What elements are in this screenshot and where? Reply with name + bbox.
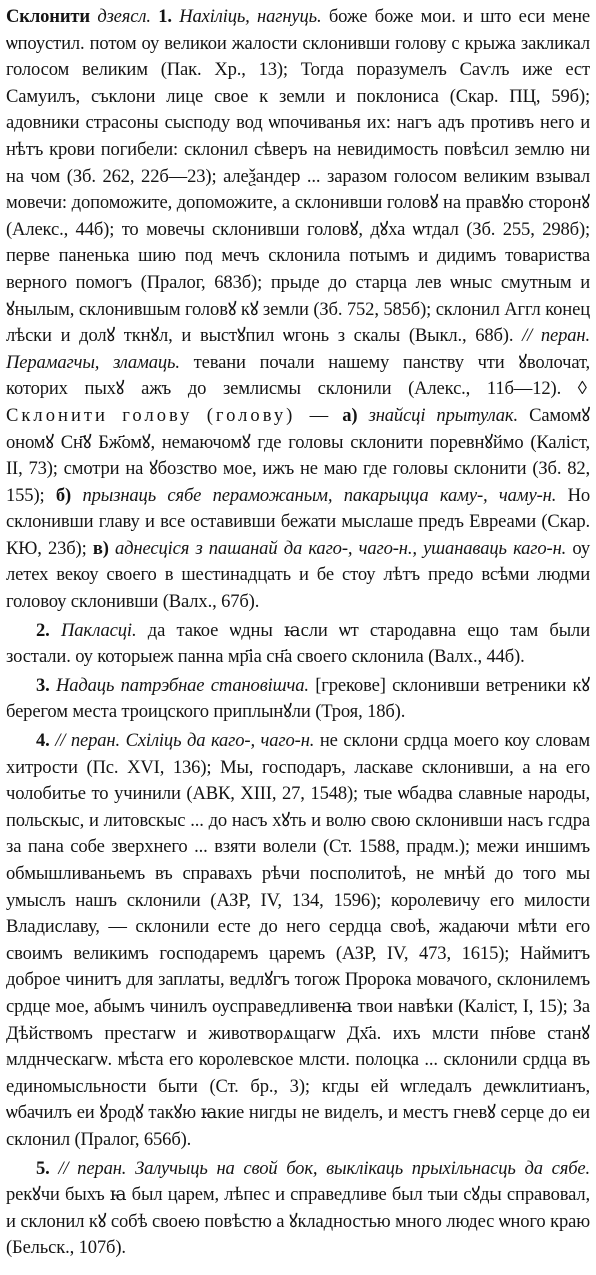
- subsense-label-b: б): [55, 484, 72, 506]
- subsense-definition-a: знайсці прытулак.: [368, 404, 518, 426]
- sense-citations: боже боже мои. и што еси мене ѡпоустил. потом оу великои жалости склонивши голову с крыжа закликал голосом великим (Пак. Хр., 13); Тогда поразумелъ Саѵлъ иже ест Самуилъ, съклони лице свое к земли и поклониса (Скар. ПЦ, 59б); адовники страсоны сысподу вод ѡпочиванья их: нагъ адъ противъ него и нѣтъ крови погибели: склонил сѣверъ на невидимость повѣсил землю ни на чом (Зб. 262, 22б—23); алеѯандер ... заразом голосом великим взывал мовечи: допоможите, допоможите, а склонивши головꙋ на правꙋю сторонꙋ (Алекс., 44б); то мовечы склонивши головꙋ, дꙋха ѡтдал (Зб. 255, 298б); перве паненька шию под мечъ склонила потымъ и дидимъ товариства верного помогъ (Пралог, 683б); прыде до старца лев ѡныс смутным и ꙋнылым, склонившым головꙋ кꙋ земли (Зб. 752, 585б); склонил Аггл конец лѣски и долꙋ ткнꙋл, и выстꙋпил ѡгонь з скалы (Выкл., 68б).: [6, 6, 591, 347]
- sense-citations: да такое ѡдны ꙗсли ѡт стародавна ещо там были зостали. оу которыеж панна мр҃іа сн҃а своего склонила (Валх., 44б).: [6, 619, 590, 668]
- sense-number: 1.: [158, 6, 172, 27]
- figurative-citations: тевани почали нашему панству чти ꙋволочат, которих пыхꙋ ажъ до землисмы склонили (Алекс., 11б—12).: [6, 351, 591, 400]
- phrase-headword: ◊ Склонити голову (голову) —: [6, 378, 590, 426]
- subsense-definition-b: прызнаць сябе пераможаным, пакарыцца каму-, чаму-н.: [82, 484, 557, 506]
- sense-definition: Пакласці.: [61, 619, 137, 641]
- subsense-definition-c: аднесціся з пашанай да каго-, чаго-н., ушанаваць каго-н.: [115, 537, 567, 559]
- subsense-label-c: в): [92, 537, 109, 559]
- sense-number: 3.: [36, 674, 50, 696]
- sense-5: [6, 1156, 590, 1262]
- sense-citations: рекꙋчи быхъ ꙗ был царем, лѣпес и справедливе был тыи сꙋды справовал, и склонил кꙋ собѣ своею повѣстю а ꙋкладностью много людес ѡного краю (Бельск., 107б).: [6, 1184, 590, 1259]
- sense-number: 2.: [36, 619, 50, 641]
- sense-definition: Нахіліць, нагнуць.: [179, 6, 322, 27]
- subsense-citations-c: оу летех векоу своего в шестинадцать и бе стоу лѣтъ предо всѣми людми головоу склонивши (Валх., 67б).: [6, 537, 590, 613]
- sense-4: [6, 728, 590, 1154]
- figurative-definition: Перамагчы, зламаць.: [6, 351, 180, 373]
- headword: Склонити: [6, 6, 90, 27]
- grammar-label: дзеясл.: [97, 6, 151, 27]
- sense-1: [6, 4, 590, 616]
- sense-definition: Залучыць на свой бок, выклікаць прыхільнасць да сябе.: [135, 1157, 591, 1179]
- sense-citations: не склони срдца моего коу словам хитрости (Пс. XVI, 136); Мы, господаръ, ласкаве склонивши, а на его чолобитье то учинили (АВК, XIII, 27, 1548); тые ѡбадва славные народы, польскыс, и литовскыс ... до насъ хꙋть и волю свою склонивши насъ гсдра за пана собе зверхнего ... взяти волели (Ст. 1588, прадм.); межи иншимъ обмышливаньемъ въ справахъ рѣчи посполитоѣ, не мнѣй до того мы умыслъ нашъ склонили (АЗР, IV, 134, 1596); королевичу его милости Владиславу, — склонили есте до него сердца своѣ, жадаючи мѣти его своимъ великимъ господаремъ царемъ (АЗР, IV, 473, 1615); Наймитъ доброе чинитъ для заплаты, ведлꙋгъ тогож Пророка мовачого, склонилемъ срдце мое, абымъ чинилъ оусправедливенꙗ твои навѣки (Каліст, I, 15); За Дѣйствомъ престагѡ и животворѧщагѡ Дх҃а. ихъ млсти пн҃ове станꙋ млднческагѡ. мѣста его королевское млсти. полоцка ... склонили срдца въ единомысльности быти (Ст. бр., 3); кгды ей ѡгледалъ деѡклитианъ, ѡбачилъ еи ꙋродꙋ такꙋю ꙗкие нигды не виделъ, и местъ гневꙋ серце до еи склонил (Пралог, 656б).: [6, 730, 591, 1150]
- sense-definition: Схіліць да каго-, чаго-н.: [125, 730, 315, 752]
- subsense-citations-a: Самомꙋ ономꙋ Сн҃ꙋ Бж҃омꙋ, немаючомꙋ где головы склонити поревнꙋймо (Каліст, II, 73); смотри на ꙋбозство мое, ижъ не маю где головы склонити (Зб. 82, 155);: [6, 404, 591, 506]
- sense-citations: [грекове] склонивши ветреники кꙋ берегом места троицского приплынꙋли (Троя, 18б).: [6, 674, 590, 723]
- figurative-marker: // перан.: [58, 1157, 127, 1179]
- sense-number: 4.: [36, 730, 50, 752]
- subsense-citations-b: Но склонивши главу и все оставивши бежати мыслаше предъ Евреами (Скар. КЮ, 23б);: [6, 484, 591, 559]
- figurative-marker: // перан.: [55, 730, 120, 752]
- figurative-marker: // перан.: [522, 325, 590, 347]
- sense-3: [6, 673, 590, 726]
- subsense-label-a: а): [342, 404, 358, 426]
- sense-definition: Надаць патрэбнае становішча.: [55, 674, 309, 696]
- sense-number: 5.: [36, 1157, 50, 1179]
- sense-2: [6, 618, 590, 671]
